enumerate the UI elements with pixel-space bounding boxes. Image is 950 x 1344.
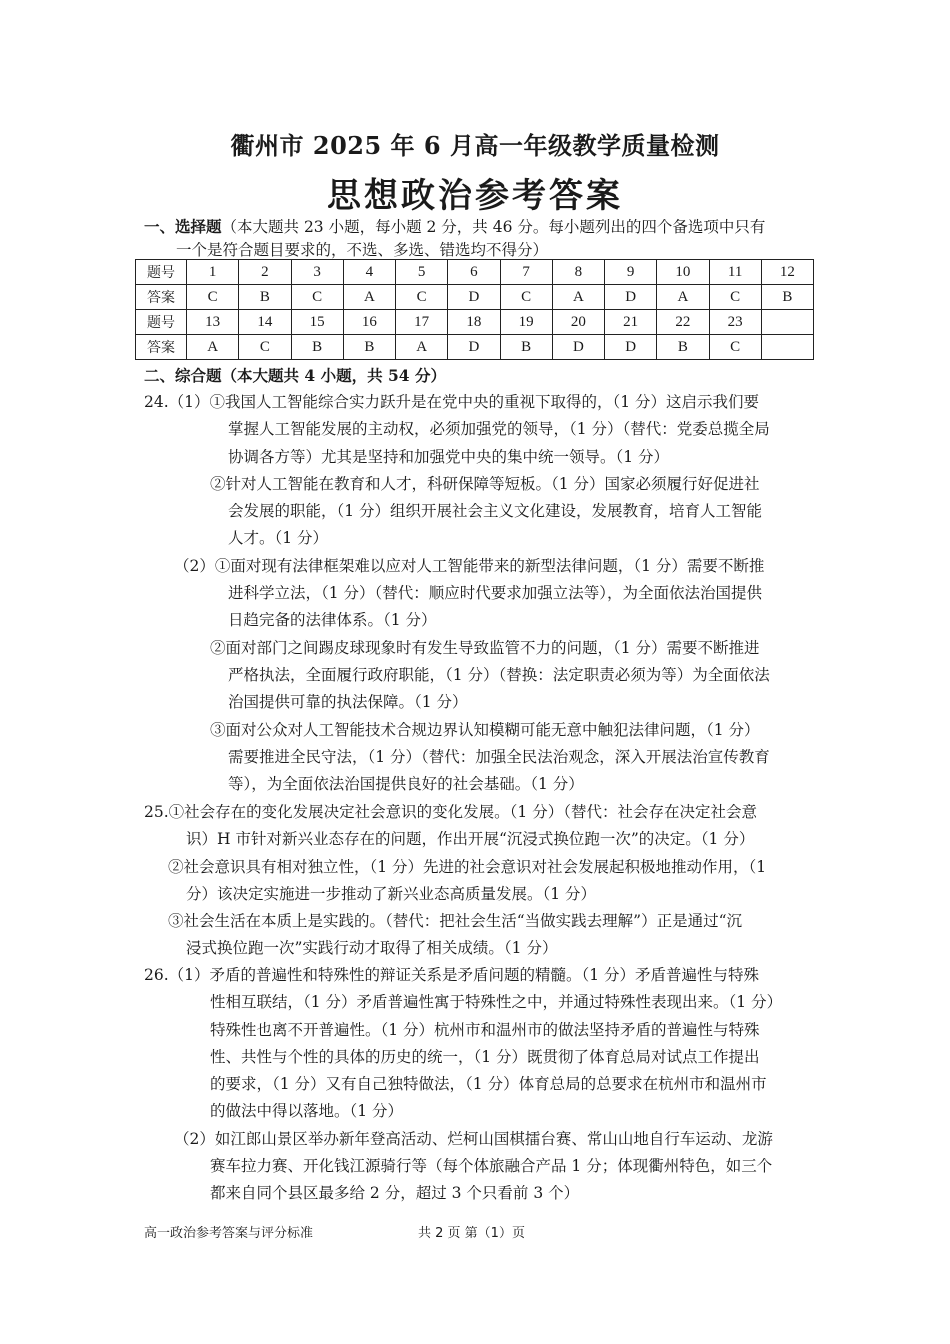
a-cell: A: [343, 285, 395, 310]
text-line: （2）如江郎山景区举办新年登高活动、烂柯山国棋擂台赛、常山山地自行车运动、龙游: [174, 1129, 773, 1148]
q-cell: 5: [396, 260, 448, 285]
q-cell: 10: [657, 260, 709, 285]
text-line: 识）H 市针对新兴业态存在的问题，作出开展“沉浸式换位跑一次”的决定。（1 分）: [186, 830, 755, 849]
q-cell: 20: [552, 310, 604, 335]
a-cell: C: [709, 285, 761, 310]
text-line: ②面对部门之间踢皮球现象时有发生导致监管不力的问题，（1 分）需要不断推进: [210, 638, 760, 657]
q-cell: 16: [343, 310, 395, 335]
a-cell: D: [552, 335, 604, 360]
section2-desc: （本大题共 4 小题，共 54 分）: [221, 366, 446, 385]
text-line: 分）该决定实施进一步推动了新兴业态高质量发展。（1 分）: [186, 884, 597, 903]
question-25: [144, 799, 814, 963]
text-line: 会发展的职能，（1 分）组织开展社会主义文化建设，发展教育，培育人工智能: [228, 502, 763, 521]
a-cell: C: [396, 285, 448, 310]
q-cell: 8: [552, 260, 604, 285]
section1-title: 一、选择题: [144, 217, 222, 236]
text-line: 日趋完备的法律体系。（1 分）: [228, 611, 437, 630]
table-row-a1: [136, 285, 814, 310]
exam-title: 衢州市 2025 年 6 月高一年级教学质量检测: [230, 131, 720, 160]
row-label: 答案: [136, 335, 187, 360]
text-line: 浸式换位跑一次”实践行动才取得了相关成绩。（1 分）: [186, 939, 558, 958]
q-cell: 21: [605, 310, 657, 335]
a-cell: [761, 335, 813, 360]
q-cell: 12: [761, 260, 813, 285]
text-line: ②社会意识具有相对独立性，（1 分）先进的社会意识对社会发展起积极地推动作用，（1: [168, 857, 767, 876]
section1-desc-2: 一个是符合题目要求的，不选、多选、错选均不得分）: [176, 241, 549, 259]
text-line: 需要推进全民守法，（1 分）（替代：加强全民法治观念，深入开展法治宣传教育: [228, 747, 770, 766]
a-cell: C: [187, 285, 239, 310]
text-line: ②针对人工智能在教育和人才，科研保障等短板。（1 分）国家必须履行好促进社: [210, 474, 760, 493]
table-row-a2: [136, 335, 814, 360]
footer-title: 高一政治参考答案与评分标准: [144, 1226, 314, 1241]
text-line: 26.（1）矛盾的普遍性和特殊性的辩证关系是矛盾问题的精髓。（1 分）矛盾普遍性与特殊: [144, 966, 760, 984]
a-cell: D: [448, 335, 500, 360]
a-cell: B: [761, 285, 813, 310]
text-line: 等），为全面依法治国提供良好的社会基础。（1 分）: [228, 775, 584, 794]
q-cell: 22: [657, 310, 709, 335]
a-cell: D: [448, 285, 500, 310]
question-24: [144, 389, 814, 798]
answer-table: [135, 259, 814, 360]
a-cell: B: [239, 285, 291, 310]
section1-heading: [144, 215, 824, 262]
text-line: 的要求，（1 分）又有自己独特做法，（1 分）体育总局的总要求在杭州市和温州市: [210, 1075, 767, 1094]
q-cell: 2: [239, 260, 291, 285]
text-line: 严格执法，全面履行政府职能，（1 分）（替换：法定职责必须为等）为全面依法: [228, 665, 770, 684]
q-cell: 4: [343, 260, 395, 285]
a-cell: B: [500, 335, 552, 360]
text-line: 特殊性也离不开普遍性。（1 分）杭州市和温州市的做法坚持矛盾的普遍性与特殊: [210, 1020, 760, 1039]
text-line: ③社会生活在本质上是实践的。（替代：把社会生活“当做实践去理解”）正是通过“沉: [168, 912, 743, 931]
a-cell: C: [709, 335, 761, 360]
text-line: 性相互联结，（1 分）矛盾普遍性寓于特殊性之中，并通过特殊性表现出来。（1 分）: [210, 993, 783, 1012]
a-cell: C: [239, 335, 291, 360]
q-cell: 15: [291, 310, 343, 335]
q-cell: 14: [239, 310, 291, 335]
a-cell: C: [500, 285, 552, 310]
a-cell: B: [657, 335, 709, 360]
text-line: 治国提供可靠的执法保障。（1 分）: [228, 693, 468, 712]
a-cell: C: [291, 285, 343, 310]
question-26: [144, 962, 814, 1208]
a-cell: D: [605, 285, 657, 310]
row-label: 题号: [136, 260, 187, 285]
section2-heading: [144, 364, 824, 388]
q-cell: 3: [291, 260, 343, 285]
row-label: 答案: [136, 285, 187, 310]
text-line: 人才。（1 分）: [228, 529, 329, 548]
q-cell: 18: [448, 310, 500, 335]
q-cell: 7: [500, 260, 552, 285]
a-cell: A: [396, 335, 448, 360]
section2-title: 二、综合题: [144, 366, 222, 385]
q-cell: 1: [187, 260, 239, 285]
a-cell: A: [657, 285, 709, 310]
section1-desc-1: （本大题共 23 小题，每小题 2 分，共 46 分。每小题列出的四个备选项中只有: [221, 218, 766, 236]
q-cell: 17: [396, 310, 448, 335]
q-cell: 23: [709, 310, 761, 335]
text-line: 进科学立法，（1 分）（替代：顺应时代要求加强立法等），为全面依法治国提供: [228, 584, 763, 603]
text-line: 都来自同个县区最多给 2 分，超过 3 个只看前 3 个）: [210, 1184, 580, 1203]
a-cell: D: [605, 335, 657, 360]
answer-title: 思想政治参考答案: [327, 176, 623, 216]
text-line: ③面对公众对人工智能技术合规边界认知模糊可能无意中触犯法律问题，（1 分）: [210, 720, 760, 739]
row-label: 题号: [136, 310, 187, 335]
text-line: 掌握人工智能发展的主动权，必须加强党的领导，（1 分）（替代：党委总揽全局: [228, 420, 770, 439]
q-cell: [761, 310, 813, 335]
text-line: 25.①社会存在的变化发展决定社会意识的变化发展。（1 分）（替代：社会存在决定社会意: [144, 803, 757, 821]
text-line: 的做法中得以落地。（1 分）: [210, 1102, 404, 1121]
text-line: （2）①面对现有法律框架难以应对人工智能带来的新型法律问题，（1 分）需要不断推: [174, 556, 765, 575]
a-cell: A: [552, 285, 604, 310]
page-footer: [144, 1222, 525, 1241]
q-cell: 11: [709, 260, 761, 285]
text-line: 24.（1）①我国人工智能综合实力跃升是在党中央的重视下取得的，（1 分）这启示我们要: [144, 393, 760, 411]
table-row-q1: [136, 260, 814, 285]
a-cell: B: [343, 335, 395, 360]
text-line: 性、共性与个性的具体的历史的统一，（1 分）既贯彻了体育总局对试点工作提出: [210, 1047, 760, 1066]
q-cell: 13: [187, 310, 239, 335]
q-cell: 9: [605, 260, 657, 285]
a-cell: A: [187, 335, 239, 360]
text-line: 协调各方等）尤其是坚持和加强党中央的集中统一领导。（1 分）: [228, 447, 670, 466]
q-cell: 19: [500, 310, 552, 335]
table-row-q2: [136, 310, 814, 335]
q-cell: 6: [448, 260, 500, 285]
page-number: 共 2 页 第（1）页: [418, 1226, 525, 1241]
a-cell: B: [291, 335, 343, 360]
text-line: 赛车拉力赛、开化钱江源骑行等（每个体旅融合产品 1 分；体现衢州特色，如三个: [210, 1157, 773, 1176]
